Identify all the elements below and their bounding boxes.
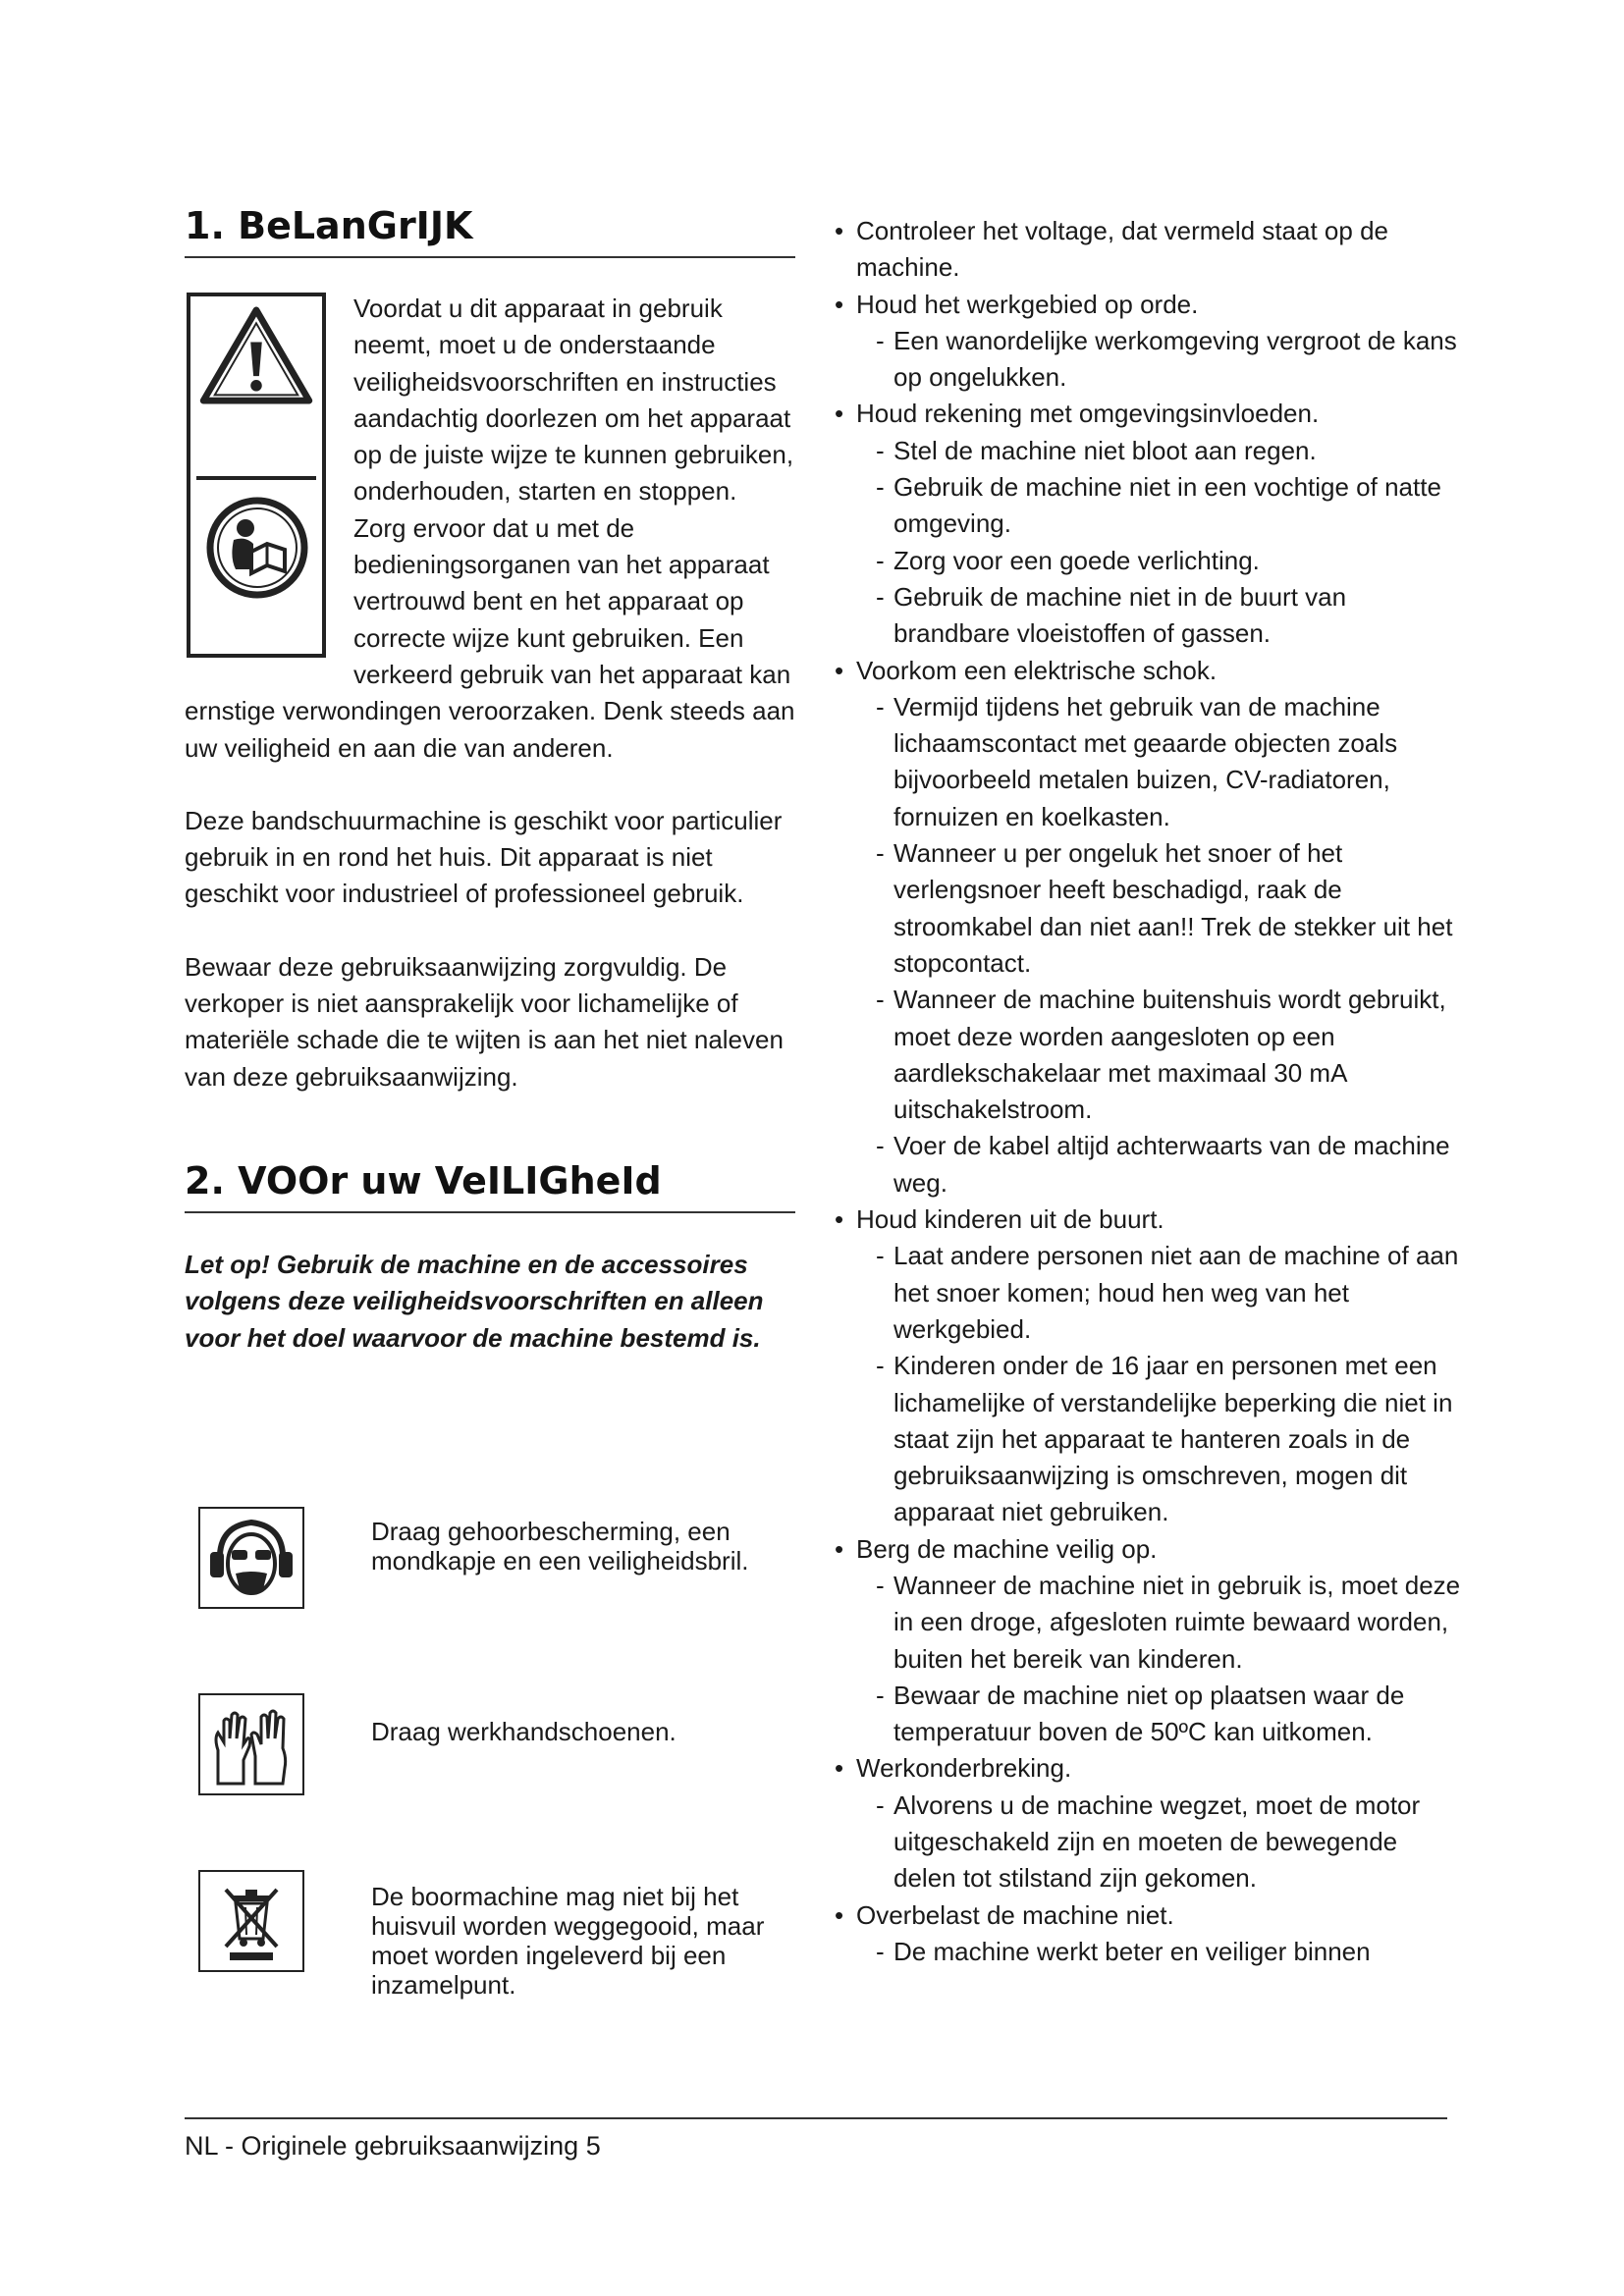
- sub-item-text: Stel de machine niet bloot aan regen.: [893, 435, 1317, 465]
- sub-item-text: De machine werkt beter en veiliger binnen: [893, 1936, 1371, 1966]
- safety-sub-item: [835, 323, 1463, 397]
- pictogram-divider: [196, 476, 316, 480]
- safety-bullet-item: [835, 287, 1463, 323]
- sub-item-text: Wanneer de machine buitenshuis wordt gebruikt, moet deze worden aangesloten op een aardlekschakelaar met maximaal 30 mA uitschakelstroom.: [893, 985, 1446, 1125]
- bullet-text: Werkonderbreking.: [856, 1753, 1072, 1784]
- right-column: [835, 213, 1463, 1970]
- bullet-marker: •: [835, 216, 844, 245]
- sub-item-text: Gebruik de machine niet in de buurt van brandbare vloeistoffen of gassen.: [893, 581, 1347, 649]
- gloves-icon: [204, 1699, 298, 1789]
- dash-marker: -: [876, 838, 885, 869]
- sub-item-text: Vermijd tijdens het gebruik van de machine lichaamscontact met geaarde objecten zoals bijvoorbeeld metalen buizen, CV-radiatoren, fornuizen en koelkasten.: [893, 691, 1398, 831]
- safety-bullet-item: [835, 396, 1463, 432]
- sub-item-text: Alvorens u de machine wegzet, moet de motor uitgeschakeld zijn en moeten de bewegende delen tot stilstand zijn gekomen.: [893, 1789, 1421, 1894]
- safety-sub-item: [835, 1238, 1463, 1348]
- safety-bullet-item: [835, 653, 1463, 689]
- dash-marker: -: [876, 1351, 885, 1381]
- safety-bullet-item: [835, 213, 1463, 287]
- dash-marker: -: [876, 435, 885, 465]
- usage-paragraph: Deze bandschuurmachine is geschikt voor particulier gebruik in en rond het huis. Dit apparaat is niet geschikt voor industrieel of professioneel gebruik.: [185, 805, 783, 909]
- storage-paragraph: Bewaar deze gebruiksaanwijzing zorgvuldig. De verkoper is niet aansprakelijk voor lichamelijke of materiële schade die te wijten is aan het niet naleven van deze gebruiksaanwijzing.: [185, 951, 784, 1092]
- sub-item-text: Zorg voor een goede verlichting.: [893, 545, 1260, 575]
- safety-sub-item: [835, 579, 1463, 653]
- dash-marker: -: [876, 545, 885, 575]
- bullet-marker: •: [835, 1204, 844, 1235]
- bullet-text: Overbelast de machine niet.: [856, 1899, 1174, 1930]
- safety-bullet-item: [835, 1201, 1463, 1238]
- dash-marker: -: [876, 1936, 885, 1966]
- read-manual-icon: [206, 497, 308, 599]
- dash-marker: -: [876, 1680, 885, 1710]
- safety-pictogram-box: [187, 293, 326, 658]
- bullet-marker: •: [835, 1753, 844, 1784]
- dash-marker: -: [876, 691, 885, 721]
- safety-sub-item: [835, 1348, 1463, 1530]
- dash-marker: -: [876, 325, 885, 355]
- bullet-text: Houd rekening met omgevingsinvloeden.: [856, 399, 1320, 429]
- sub-item-text: Wanneer de machine niet in gebruik is, moet deze in een droge, afgesloten ruimte bewaard worden, buiten het bereik van kinderen.: [893, 1570, 1461, 1674]
- section-2-heading: 2. VOOr uw VeILIGheId: [185, 1156, 795, 1213]
- safety-sub-item: [835, 689, 1463, 835]
- dash-marker: -: [876, 581, 885, 612]
- bullet-marker: •: [835, 655, 844, 685]
- weee-bin-icon: [204, 1876, 298, 1966]
- footer-rule: [185, 2117, 1447, 2119]
- bullet-text: Voorkom een elektrische schok.: [856, 655, 1218, 685]
- dash-marker: -: [876, 472, 885, 503]
- dash-marker: -: [876, 1570, 885, 1600]
- safety-bullet-item: [835, 1897, 1463, 1934]
- safety-sub-item: [835, 982, 1463, 1128]
- sub-item-text: Een wanordelijke werkomgeving vergroot de kans op ongelukken.: [893, 325, 1457, 393]
- sub-item-text: Voer de kabel altijd achterwaarts van de machine weg.: [893, 1131, 1450, 1198]
- bullet-marker: •: [835, 399, 844, 429]
- bullet-marker: •: [835, 1533, 844, 1564]
- section-1-heading: 1. BeLanGrIJK: [185, 201, 795, 258]
- sub-item-text: Wanneer u per ongeluk het snoer of het verlengsnoer heeft beschadigd, raak de stroomkabel dan niet aan!! Trek de stekker uit het stopcontact.: [893, 838, 1453, 978]
- attention-paragraph: Let op! Gebruik de machine en de accessoires volgens deze veiligheidsvoorschriften en alleen voor het doel waarvoor de machine bestemd is.: [185, 1249, 764, 1353]
- safety-sub-item: [835, 1788, 1463, 1897]
- bullet-text: Houd kinderen uit de buurt.: [856, 1204, 1164, 1235]
- safety-bullet-item: [835, 1531, 1463, 1568]
- sub-item-text: Gebruik de machine niet in een vochtige of natte omgeving.: [893, 472, 1441, 539]
- weee-icon-frame: [198, 1870, 304, 1972]
- sub-item-text: Kinderen onder de 16 jaar en personen met een lichamelijke of verstandelijke beperking die niet in staat zijn het apparaat te hanteren zoals in de gebruiksaanwijzing is omschreven, mogen dit apparaat niet gebruiken.: [893, 1351, 1453, 1527]
- dash-marker: -: [876, 1241, 885, 1271]
- safety-bullet-item: [835, 1750, 1463, 1787]
- ppe-icon-frame: [198, 1507, 304, 1609]
- intro-paragraph: Voordat u dit apparaat in gebruik neemt, moet u de onderstaande veiligheidsvoorschriften en instructies aandachtig doorlezen om het apparaat op de juiste wijze te kunnen gebruiken, onderhouden, starten en stoppen. Zorg ervoor dat u met de bedieningsorganen van het apparaat vertrouwd bent en het apparaat op correcte wijze kunt gebruiken. Een verkeerd gebruik van het apparaat kan ernstige verwondingen veroorzaken. Denk steeds aan uw veiligheid en aan die van anderen.: [185, 294, 795, 763]
- safety-sub-item: [835, 469, 1463, 543]
- gloves-icon-frame: [198, 1693, 304, 1795]
- dash-marker: -: [876, 1789, 885, 1820]
- page-footer: NL - Originele gebruiksaanwijzing 5: [185, 2131, 601, 2161]
- ppe-text: Draag gehoorbescherming, een mondkapje en een veiligheidsbril.: [371, 1517, 749, 1575]
- safety-sub-item: [835, 543, 1463, 579]
- warning-triangle-icon: [198, 306, 314, 404]
- bullet-text: Berg de machine veilig op.: [856, 1533, 1158, 1564]
- weee-text: De boormachine mag niet bij het huisvuil worden weggegooid, maar moet worden ingeleverd bij een inzamelpunt.: [371, 1882, 765, 2000]
- safety-sub-item: [835, 1568, 1463, 1678]
- bullet-marker: •: [835, 1899, 844, 1930]
- bullet-text: Houd het werkgebied op orde.: [856, 289, 1199, 319]
- left-column: [185, 201, 795, 2000]
- safety-sub-item: [835, 1678, 1463, 1751]
- safety-sub-item: [835, 433, 1463, 469]
- safety-sub-item: [835, 1934, 1463, 1970]
- bullet-text: Controleer het voltage, dat vermeld staat op de machine.: [856, 216, 1388, 283]
- dash-marker: -: [876, 1131, 885, 1161]
- sub-item-text: Laat andere personen niet aan de machine of aan het snoer komen; houd hen weg van het werkgebied.: [893, 1241, 1459, 1344]
- bullet-marker: •: [835, 289, 844, 319]
- intro-block: [185, 291, 795, 1095]
- sub-item-text: Bewaar de machine niet op plaatsen waar de temperatuur boven de 50ºC kan uitkomen.: [893, 1680, 1405, 1747]
- ppe-icon: [204, 1513, 298, 1603]
- gloves-text: Draag werkhandschoenen.: [371, 1717, 677, 1746]
- safety-sub-item: [835, 835, 1463, 982]
- safety-sub-item: [835, 1128, 1463, 1201]
- dash-marker: -: [876, 985, 885, 1015]
